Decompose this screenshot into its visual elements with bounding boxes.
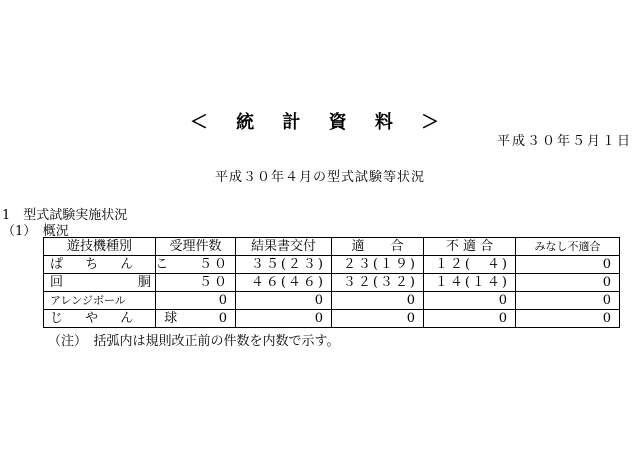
- deemed-fail-count: 0: [516, 310, 620, 328]
- report-subtitle: 平成３０年４月の型式試験等状況: [214, 170, 425, 185]
- column-header: 適 合: [332, 238, 424, 256]
- fail-count: 0: [424, 292, 516, 310]
- column-header: 結果書交付: [236, 238, 332, 256]
- column-header: みなし不適合: [516, 238, 620, 256]
- deemed-fail-count: 0: [516, 292, 620, 310]
- pass-count: ３２(３２): [332, 274, 424, 292]
- deemed-fail-count: 0: [516, 274, 620, 292]
- row-label: じ や ん 球: [44, 310, 156, 328]
- fail-count: 0: [424, 310, 516, 328]
- table-row: [44, 292, 620, 310]
- pass-count: 0: [332, 292, 424, 310]
- table-row: [44, 256, 620, 274]
- issued-count: 0: [236, 310, 332, 328]
- received-count: ５０: [156, 256, 236, 274]
- column-header: 不 適 合: [424, 238, 516, 256]
- section-subheading: （1） 概況: [2, 224, 69, 239]
- row-label: ぱ ち ん こ: [44, 256, 156, 274]
- section-heading: 1 型式試験実施状況: [2, 208, 128, 223]
- column-header: 受理件数: [156, 238, 236, 256]
- issued-count: ４６(４６): [236, 274, 332, 292]
- pass-count: 0: [332, 310, 424, 328]
- received-count: 0: [156, 310, 236, 328]
- type-test-table: [43, 237, 620, 328]
- received-count: 0: [156, 292, 236, 310]
- table-row: [44, 310, 620, 328]
- table-row: [44, 274, 620, 292]
- row-label: 回 胴: [44, 274, 156, 292]
- row-label: アレンジボール: [44, 292, 156, 310]
- issue-date: 平成３０年５月１日: [496, 134, 632, 149]
- table-header-row: [44, 238, 620, 256]
- fail-count: １２( ４): [424, 256, 516, 274]
- pass-count: ２３(１９): [332, 256, 424, 274]
- fail-count: １４(１４): [424, 274, 516, 292]
- received-count: ５０: [156, 274, 236, 292]
- issued-count: ３５(２３): [236, 256, 332, 274]
- page-title: ＜ 統 計 資 料 ＞: [189, 112, 451, 133]
- issued-count: 0: [236, 292, 332, 310]
- column-header: 遊技機種別: [44, 238, 156, 256]
- deemed-fail-count: 0: [516, 256, 620, 274]
- table-note: （注） 括弧内は規則改正前の件数を内数で示す。: [48, 334, 340, 349]
